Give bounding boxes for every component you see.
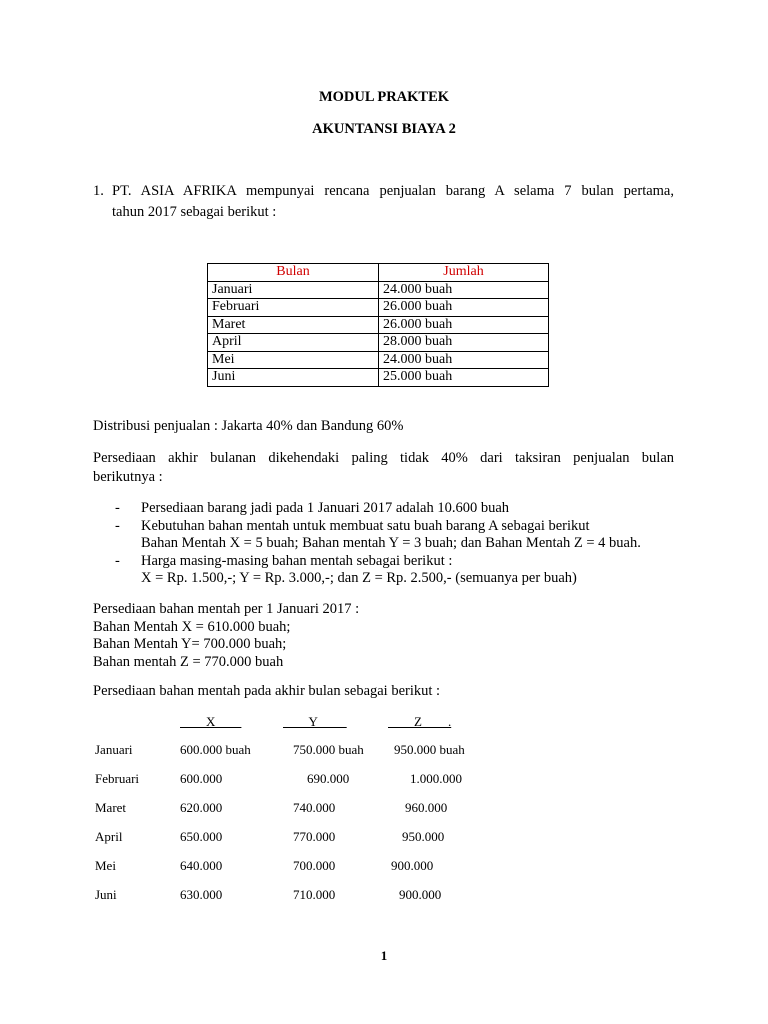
bullet-text: X = Rp. 1.500,-; Y = Rp. 3.000,-; dan Z = Rp. 2.500,- (semuanya per buah): [141, 570, 577, 586]
page-number: 1: [380, 948, 388, 963]
column-header-month: Bulan: [208, 264, 379, 282]
raw-material-opening: [93, 601, 359, 671]
month-cell: Februari: [208, 299, 379, 317]
bullet-dash: -: [115, 552, 120, 569]
document-subtitle: AKUNTANSI BIAYA 2: [312, 121, 456, 137]
value-y: 710.000: [293, 887, 336, 902]
inventory-policy-line-2: berikutnya :: [93, 469, 163, 485]
column-header-y: Y: [283, 714, 347, 729]
value-z: 900.000: [399, 887, 442, 902]
month-label: Mei: [95, 858, 116, 873]
assumption-list: [93, 500, 693, 588]
list-item: [93, 518, 693, 553]
column-header-x: X: [180, 714, 242, 729]
value-x: 600.000 buah: [180, 742, 251, 757]
value-x: 600.000: [180, 771, 223, 786]
amount-cell: 26.000 buah: [379, 299, 549, 317]
value-z: 900.000: [391, 858, 434, 873]
value-z: 950.000: [402, 829, 445, 844]
month-cell: April: [208, 334, 379, 352]
table-row: [208, 281, 549, 299]
amount-cell: 24.000 buah: [379, 351, 549, 369]
list-item: [93, 553, 693, 588]
question-line-1: PT. ASIA AFRIKA mempunyai rencana penjualan barang A selama 7 bulan pertama,: [112, 183, 674, 199]
question-number: 1.: [93, 183, 104, 199]
bullet-dash: -: [115, 517, 120, 534]
value-z: 950.000 buah: [394, 742, 465, 757]
amount-cell: 26.000 buah: [379, 316, 549, 334]
bullet-text: Persediaan barang jadi pada 1 Januari 2017 adalah 10.600 buah: [141, 500, 510, 516]
table-row: [208, 299, 549, 317]
value-x: 630.000: [180, 887, 223, 902]
month-cell: Maret: [208, 316, 379, 334]
month-label: Januari: [95, 742, 133, 757]
document-title: MODUL PRAKTEK: [318, 89, 450, 105]
bullet-dash: -: [115, 500, 120, 516]
month-label: April: [95, 829, 123, 844]
value-z: 1.000.000: [410, 771, 462, 786]
column-header-z: Z .: [388, 714, 452, 729]
amount-cell: 25.000 buah: [379, 369, 549, 387]
table-row: [208, 334, 549, 352]
bullet-text: Bahan Mentah X = 5 buah; Bahan mentah Y = 3 buah; dan Bahan Mentah Z = 4 buah.: [141, 535, 641, 551]
amount-cell: 28.000 buah: [379, 334, 549, 352]
value-y: 770.000: [293, 829, 336, 844]
month-cell: Januari: [208, 281, 379, 299]
section-heading: Persediaan bahan mentah pada akhir bulan sebagai berikut :: [93, 683, 441, 699]
month-label: Maret: [95, 800, 127, 815]
question-line-2: tahun 2017 sebagai berikut :: [112, 204, 277, 220]
list-item: [93, 500, 693, 518]
value-z: 960.000: [405, 800, 448, 815]
list-item: Bahan Mentah X = 610.000 buah;: [93, 618, 291, 635]
table-header-row: [208, 264, 549, 282]
table-row: [208, 316, 549, 334]
month-cell: Mei: [208, 351, 379, 369]
bullet-text: Harga masing-masing bahan mentah sebagai berikut :: [141, 552, 453, 569]
value-x: 640.000: [180, 858, 223, 873]
bullet-text: Kebutuhan bahan mentah untuk membuat satu buah barang A sebagai berikut: [141, 517, 590, 534]
value-y: 750.000 buah: [293, 742, 364, 757]
month-cell: Juni: [208, 369, 379, 387]
value-y: 740.000: [293, 800, 336, 815]
value-y: 700.000: [293, 858, 336, 873]
distribution-text: Distribusi penjualan : Jakarta 40% dan Bandung 60%: [93, 418, 404, 434]
amount-cell: 24.000 buah: [379, 281, 549, 299]
list-item: Bahan mentah Z = 770.000 buah: [93, 653, 284, 670]
section-heading: Persediaan bahan mentah per 1 Januari 2017 :: [93, 601, 360, 617]
list-item: Bahan Mentah Y= 700.000 buah;: [93, 636, 287, 652]
month-label: Februari: [95, 771, 140, 786]
month-label: Juni: [95, 887, 117, 902]
value-y: 690.000: [307, 771, 350, 786]
value-x: 650.000: [180, 829, 223, 844]
column-header-amount: Jumlah: [379, 264, 549, 282]
table-row: [208, 351, 549, 369]
value-x: 620.000: [180, 800, 223, 815]
table-row: [208, 369, 549, 387]
inventory-policy-line-1: Persediaan akhir bulanan dikehendaki paling tidak 40% dari taksiran penjualan bulan: [93, 450, 674, 466]
sales-plan-table: [207, 263, 549, 387]
